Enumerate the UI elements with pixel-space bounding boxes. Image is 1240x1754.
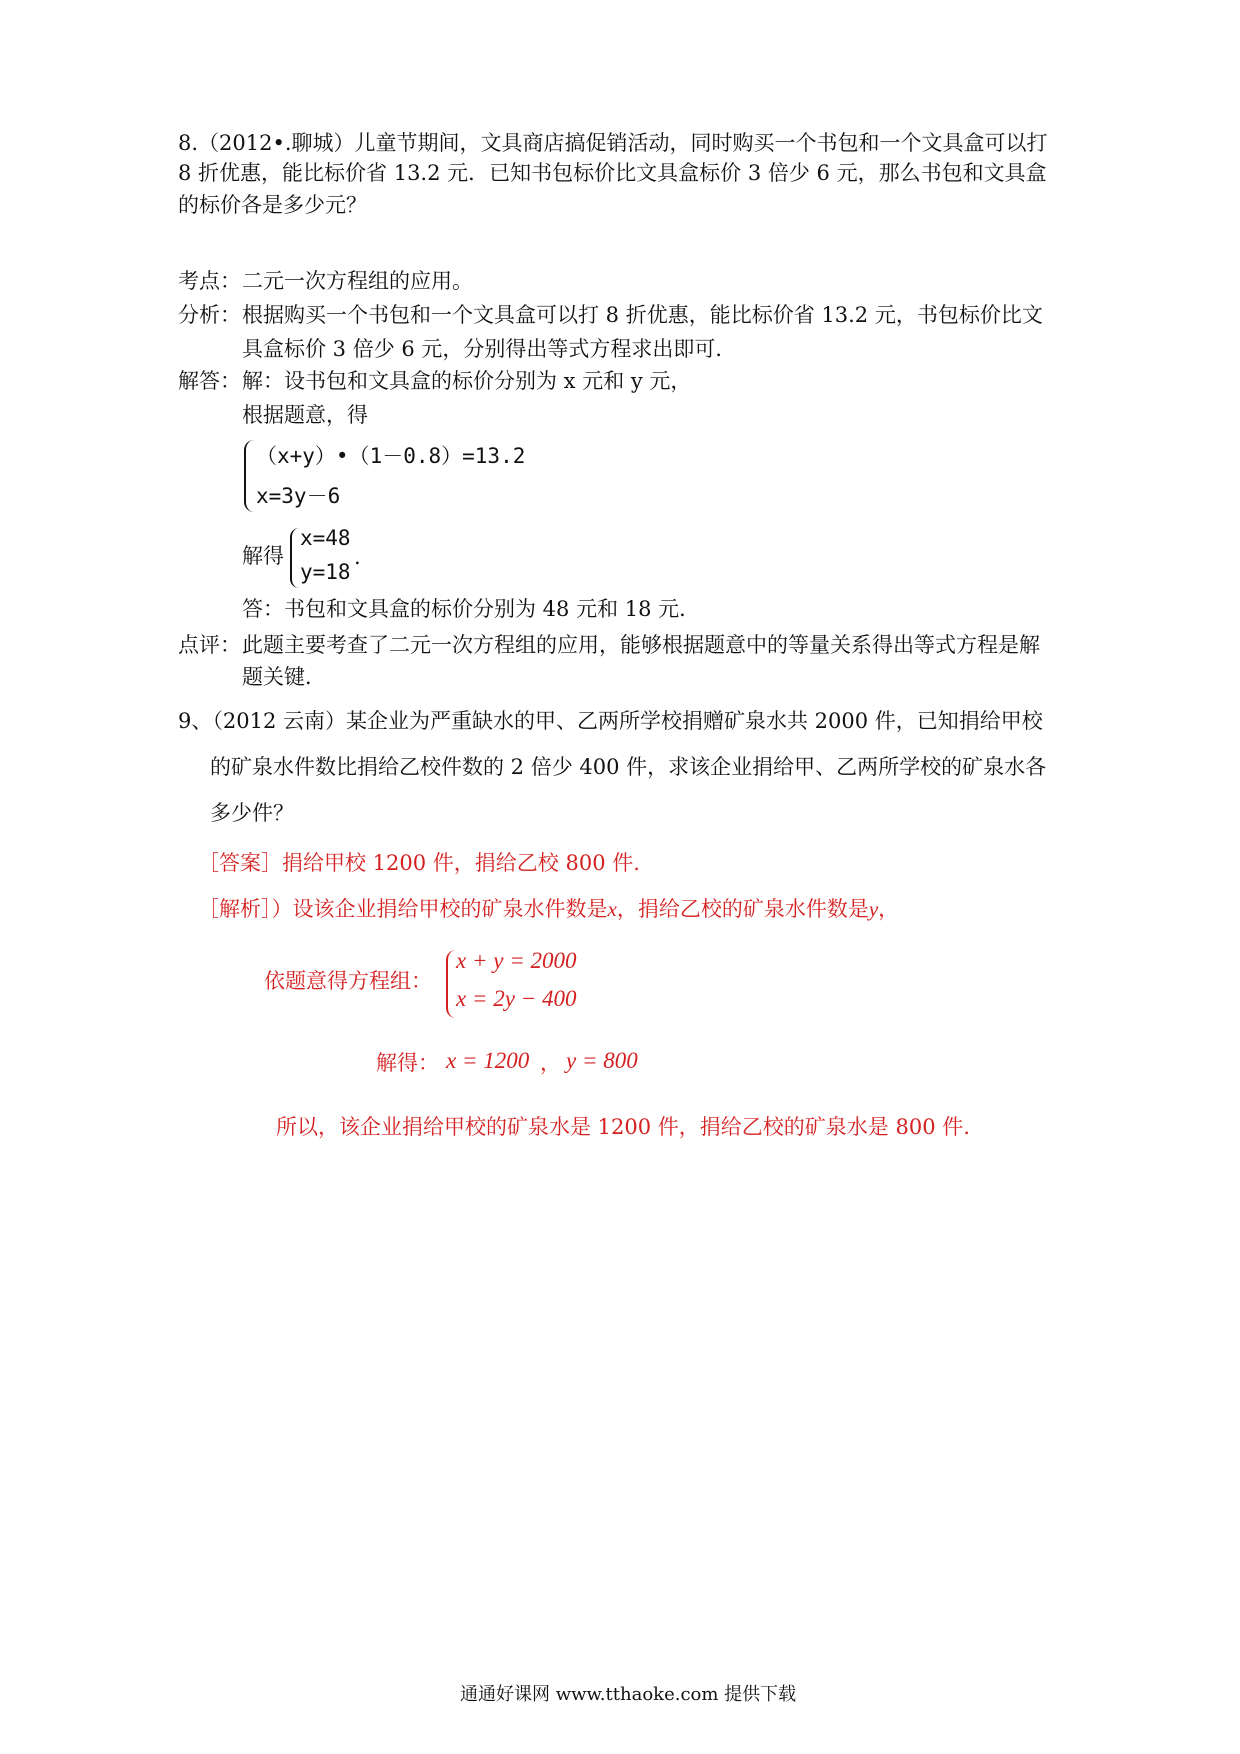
q9-stem-line-2: 的矿泉水件数比捐给乙校件数的 2 倍少 400 件，求该企业捐给甲、乙两所学校的矿泉水各 — [210, 755, 1047, 779]
q9-equation-1: x + y = 2000 — [456, 948, 577, 973]
q8-dianping-line-1: 此题主要考查了二元一次方程组的应用，能够根据题意中的等量关系得出等式方程是解 — [242, 633, 1040, 657]
q8-answer: 答：书包和文具盒的标价分别为 48 元和 18 元． — [242, 597, 701, 621]
q9-solution-y: y = 800 — [566, 1048, 638, 1073]
q8-kaodian-text: 二元一次方程组的应用。 — [242, 269, 473, 293]
q9-solve-label: 解得： — [376, 1051, 439, 1075]
q8-solution-brace — [290, 528, 299, 588]
q9-conclusion: 所以，该企业捐给甲校的矿泉水是 1200 件，捐给乙校的矿泉水是 800 件. — [276, 1115, 970, 1139]
q9-analysis: ［解析］）设该企业捐给甲校的矿泉水件数是x，捐给乙校的矿泉水件数是y， — [198, 897, 900, 921]
q8-stem-line-2: 8 折优惠，能比标价省 13.2 元．已知书包标价比文具盒标价 3 倍少 6 元，那么书包和文具盒 — [178, 161, 1047, 185]
q8-equation-1: （x+y）•（1－0.8）=13.2 — [256, 444, 526, 468]
q8-jieda-label: 解答： — [178, 369, 241, 393]
q8-dianping-label: 点评： — [178, 633, 241, 657]
q9-system-brace — [446, 950, 456, 1018]
q8-fenxi-line-2: 具盒标价 3 倍少 6 元，分别得出等式方程求出即可． — [242, 337, 737, 361]
q8-stem-line-1: 8.（2012•.聊城）儿童节期间，文具商店搞促销活动，同时购买一个书包和一个文具盒可以打 — [178, 131, 1048, 155]
q8-system-brace — [244, 440, 254, 512]
q8-solve-label: 解得 — [242, 544, 284, 568]
page-footer: 通通好课网 www.tthaoke.com 提供下载 — [460, 1684, 797, 1705]
q8-equation-2: x=3y－6 — [256, 484, 341, 508]
q9-solution-sep: ， — [540, 1051, 561, 1075]
q8-stem-line-3: 的标价各是多少元？ — [178, 193, 367, 217]
q9-stem-line-1: 9、（2012 云南）某企业为严重缺水的甲、乙两所学校捐赠矿泉水共 2000 件，已知捐给甲校 — [178, 709, 1043, 733]
q8-solution-y: y=18 — [300, 560, 351, 584]
q8-dianping-line-2: 题关键． — [242, 665, 326, 689]
q9-equation-2: x = 2y − 400 — [456, 986, 577, 1011]
q8-solution-period: . — [354, 545, 361, 569]
q9-answer: ［答案］捐给甲校 1200 件，捐给乙校 800 件. — [198, 851, 640, 875]
q9-var-x: x — [607, 897, 617, 921]
q8-fenxi-label: 分析： — [178, 303, 241, 327]
q8-jieda-line-2: 根据题意，得 — [242, 403, 368, 427]
q9-stem-line-3: 多少件？ — [210, 801, 294, 825]
q9-solution-x: x = 1200 — [446, 1048, 530, 1073]
q9-var-y: y — [868, 897, 879, 921]
q8-fenxi-line-1: 根据购买一个书包和一个文具盒可以打 8 折优惠，能比标价省 13.2 元，书包标价比文 — [242, 303, 1043, 327]
q9-system-label: 依题意得方程组： — [264, 969, 432, 993]
q8-jieda-line-1: 解：设书包和文具盒的标价分别为 x 元和 y 元， — [242, 369, 692, 393]
q8-kaodian-label: 考点： — [178, 269, 241, 293]
q8-solution-x: x=48 — [300, 526, 351, 550]
